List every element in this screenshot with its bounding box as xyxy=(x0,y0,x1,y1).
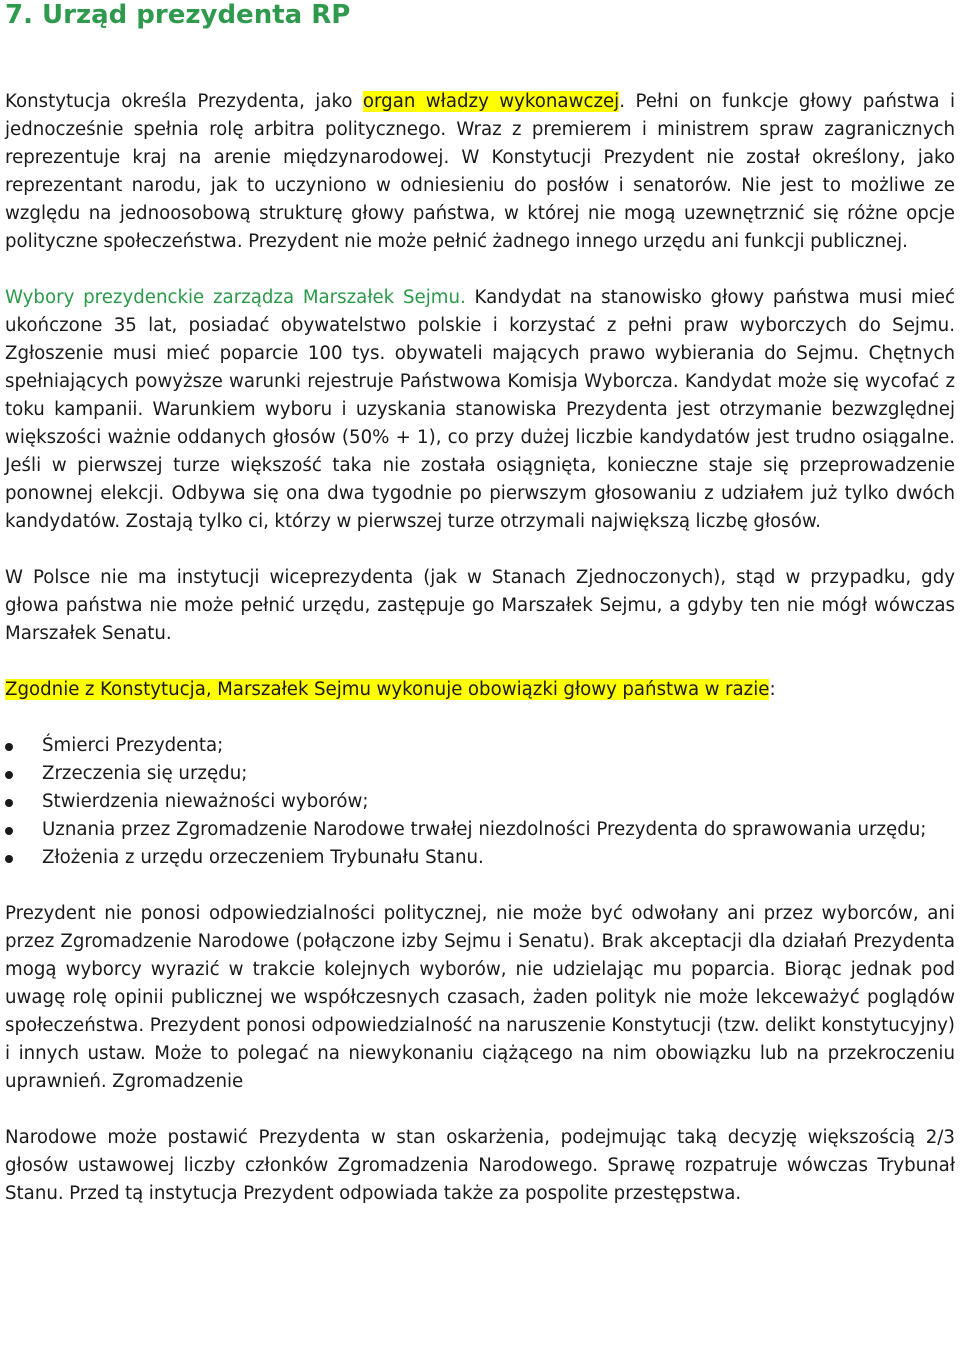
bullet-icon xyxy=(5,855,13,863)
paragraph-text: Konstytucja określa Prezydenta, jako xyxy=(5,91,363,112)
paragraph-text: Kandydat na stanowisko głowy państwa musi mieć ukończone 35 lat, posiadać obywatelstwo polskie i korzystać z pełni praw wyborczych do Sejmu. Zgłoszenie musi mieć poparcie 100 tys. obywateli mających prawo wybierania do Sejmu. Chętnych spełniających powyższe warunki rejestruje Państwowa Komisja Wyborcza. Kandydat może się wycofać z toku kampanii. Warunkiem wyboru i uzyskania stanowiska Prezydenta jest otrzymanie bezwzględnej większości ważnie oddanych głosów (50% + 1), co przy dużej liczbie kandydatów jest trudno osiągalne. Jeśli w pierwszej turze większość taka nie została osiągnięta, konieczne staje się przeprowadzenie ponownej elekcji. Odbywa się ona dwa tygodnie po pierwszym głosowaniu z udziałem już tylko dwóch kandydatów. Zostają tylko ci, którzy w pierwszej turze otrzymali największą liczbę głosów. xyxy=(5,287,955,532)
list-item xyxy=(5,816,955,844)
list-item-text: Stwierdzenia nieważności wyborów; xyxy=(42,791,369,812)
list-item xyxy=(5,732,955,760)
paragraph-impeachment: Narodowe może postawić Prezydenta w stan oskarżenia, podejmując taką decyzję większością 2/3 głosów ustawowej liczby członków Zgromadzenia Narodowego. Sprawę rozpatruje wówczas Trybunał Stanu. Przed tą instytucja Prezydent odpowiada także za pospolite przestępstwa. xyxy=(5,1127,955,1204)
list-item-text: Śmierci Prezydenta; xyxy=(42,735,224,756)
green-text: Wybory prezydenckie zarządza Marszałek Sejmu. xyxy=(5,287,466,308)
list-item xyxy=(5,760,955,788)
list-item-text: Zrzeczenia się urzędu; xyxy=(42,763,248,784)
bullet-list xyxy=(5,732,955,872)
bullet-icon xyxy=(5,827,13,835)
page-title: 7. Urząd prezydenta RP xyxy=(5,0,351,30)
paragraph-responsibility: Prezydent nie ponosi odpowiedzialności politycznej, nie może być odwołany ani przez wyborców, ani przez Zgromadzenie Narodowe (połączone izby Sejmu i Senatu). Brak akceptacji dla działań Prezydenta mogą wyborcy wyrazić w trakcie kolejnych wyborów, nie udzielając mu poparcia. Biorąc jednak pod uwagę rolę opinii publicznej we współczesnych czasach, żaden polityk nie może lekceważyć poglądów społeczeństwa. Prezydent ponosi odpowiedzialność na naruszenie Konstytucji (tzw. delikt konstytucyjny) i innych ustaw. Może to polegać na niewykonaniu ciążącego na nim obowiązku lub na przekroczeniu uprawnień. Zgromadzenie xyxy=(5,903,955,1092)
highlighted-text: Zgodnie z Konstytucja, Marszałek Sejmu wykonuje obowiązki głowy państwa w razie xyxy=(5,679,770,700)
bullet-icon xyxy=(5,799,13,807)
paragraph-marshal-duties xyxy=(5,676,955,704)
highlighted-text: organ władzy wykonawczej xyxy=(362,91,620,112)
paragraph-vice-president: W Polsce nie ma instytucji wiceprezydenta (jak w Stanach Zjednoczonych), stąd w przypadku, gdy głowa państwa nie może pełnić urzędu, zastępuje go Marszałek Sejmu, a gdyby ten nie mógł wówczas Marszałek Senatu. xyxy=(5,567,955,644)
paragraph-text: . Pełni on funkcje głowy państwa i jednocześnie spełnia rolę arbitra politycznego. Wraz z premierem i ministrem spraw zagranicznych reprezentuje kraj na arenie międzynarodowej. W Konstytucji Prezydent nie został określony, jako reprezentant narodu, jak to uczyniono w odniesieniu do posłów i senatorów. Nie jest to możliwe ze względu na jednoosobową strukturę głowy państwa, w której nie mogą uzewnętrznić się różne opcje polityczne społeczeństwa. Prezydent nie może pełnić żadnego innego urzędu ani funkcji publicznej. xyxy=(5,91,955,252)
bullet-icon xyxy=(5,771,13,779)
list-item-text: Uznania przez Zgromadzenie Narodowe trwałej niezdolności Prezydenta do sprawowania urzędu; xyxy=(42,819,927,840)
paragraph-elections xyxy=(5,284,955,536)
bullet-icon xyxy=(5,743,13,751)
paragraph-text: : xyxy=(769,679,776,700)
list-item-text: Złożenia z urzędu orzeczeniem Trybunału Stanu. xyxy=(42,847,484,868)
list-item xyxy=(5,844,955,872)
paragraph-president-role xyxy=(5,88,955,256)
list-item xyxy=(5,788,955,816)
